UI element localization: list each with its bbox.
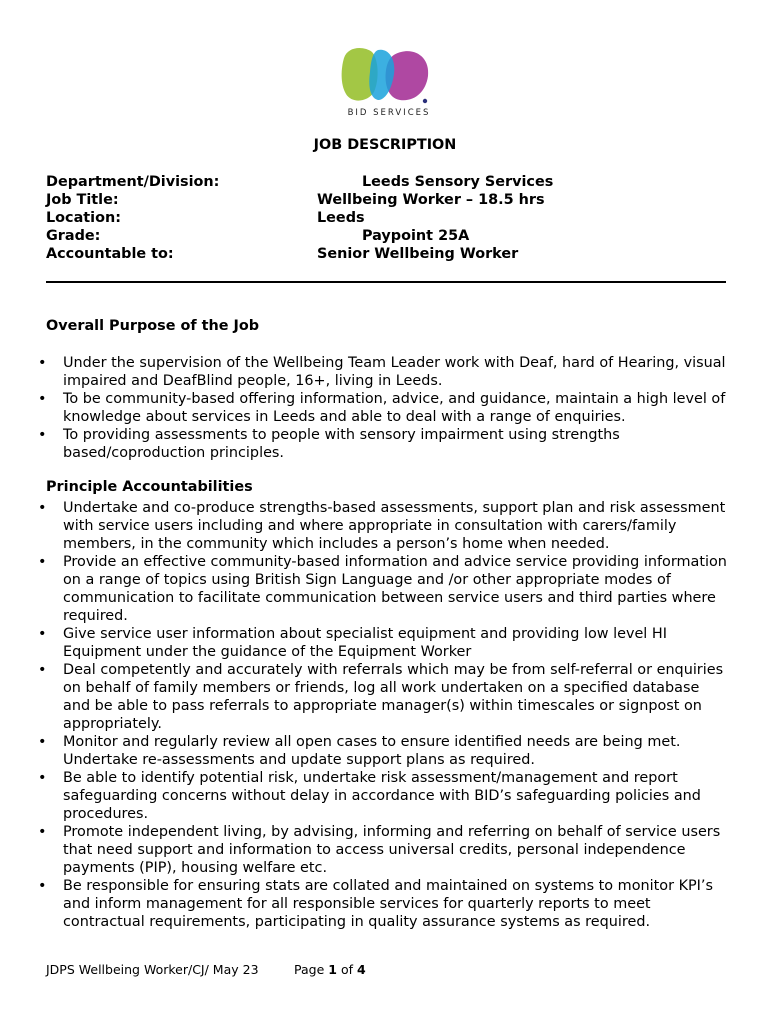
info-row-department: [46, 173, 726, 191]
page-word: Page: [294, 962, 325, 977]
list-item: • Give service user information about specialist equipment and providing low level HI Equipment under the guidance of the Equipment Worker: [38, 625, 728, 661]
info-label: Grade:: [46, 228, 101, 244]
list-item: • Provide an effective community-based information and advice service providing information on a range of topics using British Sign Language and /or other appropriate modes of communication to facilitate communication between service users and third parties where required.: [38, 553, 728, 625]
info-label: Location:: [46, 210, 121, 226]
info-value: Leeds Sensory Services: [362, 174, 554, 190]
horizontal-divider: [46, 281, 726, 283]
info-value: Leeds: [317, 210, 365, 226]
footer-reference: JDPS Wellbeing Worker/CJ/ May 23: [46, 962, 259, 977]
page-number: [294, 962, 366, 977]
info-label: Department/Division:: [46, 174, 220, 190]
list-item: • Deal competently and accurately with referrals which may be from self-referral or enquiries on behalf of family members or friends, log all work undertaken on a specified database and be able to pass referrals to appropriate manager(s) within timescales or signpost on appropriately.: [38, 661, 728, 733]
list-item: • Undertake and co-produce strengths-based assessments, support plan and risk assessment with service users including and where appropriate in consultation with carers/family members, in the community which includes a person’s home when needed.: [38, 499, 728, 553]
document-title: JOB DESCRIPTION: [313, 137, 457, 153]
list-item: • To be community-based offering information, advice, and guidance, maintain a high level of knowledge about services in Leeds and able to deal with a range of enquiries.: [38, 390, 728, 426]
job-info-table: [46, 173, 726, 263]
logo-text: BID SERVICES: [347, 108, 431, 118]
accountabilities-list: [38, 499, 728, 931]
list-item: • Be able to identify potential risk, undertake risk assessment/management and report safeguarding concerns without delay in accordance with BID’s safeguarding policies and procedures.: [38, 769, 728, 823]
current-page: 1: [328, 962, 337, 977]
info-label: Job Title:: [46, 192, 119, 208]
info-label: Accountable to:: [46, 246, 174, 262]
page-footer: [46, 962, 366, 977]
list-item: • Monitor and regularly review all open cases to ensure identified needs are being met. Undertake re-assessments and update support plans as required.: [38, 733, 728, 769]
info-value: Wellbeing Worker – 18.5 hrs: [317, 192, 545, 208]
info-row-grade: [46, 227, 726, 245]
of-word: of: [340, 962, 353, 977]
purpose-list: [38, 354, 728, 462]
section-heading-accountabilities: Principle Accountabilities: [46, 479, 253, 495]
info-row-accountable-to: [46, 245, 726, 263]
info-value: Paypoint 25A: [362, 228, 470, 244]
list-item: • Be responsible for ensuring stats are collated and maintained on systems to monitor KPI’s and inform management for all responsible services for quarterly reports to meet contractual requirements, participating in quality assurance systems as required.: [38, 877, 728, 931]
list-item: • Under the supervision of the Wellbeing Team Leader work with Deaf, hard of Hearing, visual impaired and DeafBlind people, 16+, living in Leeds.: [38, 354, 728, 390]
info-value: Senior Wellbeing Worker: [317, 246, 519, 262]
total-pages: 4: [356, 962, 366, 977]
info-row-location: [46, 209, 726, 227]
info-row-job-title: [46, 191, 726, 209]
list-item: • To providing assessments to people with sensory impairment using strengths based/coproduction principles.: [38, 426, 728, 462]
list-item: • Promote independent living, by advising, informing and referring on behalf of service users that need support and information to access universal credits, personal independence payments (PIP), housing welfare etc.: [38, 823, 728, 877]
section-heading-purpose: Overall Purpose of the Job: [46, 318, 260, 334]
